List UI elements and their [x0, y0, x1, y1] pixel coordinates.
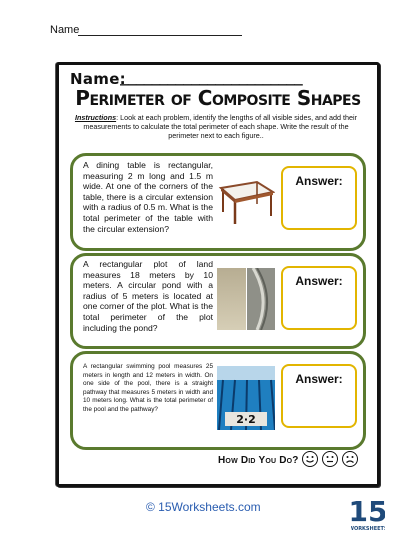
top-name-label: Name: [50, 24, 80, 36]
neutral-face-icon[interactable]: [322, 451, 338, 467]
land-plot-photo: [217, 268, 275, 330]
problem-card-3: [70, 351, 366, 450]
instructions-lead: Instructions: [74, 113, 117, 122]
footer-copyright-link[interactable]: © 15Worksheets.com: [146, 500, 261, 514]
logo-caption: WORKSHEET: [351, 526, 384, 532]
answer-label-1: Answer:: [295, 174, 343, 188]
instructions: [70, 113, 362, 140]
svg-text:2·2: 2·2: [236, 413, 256, 426]
wooden-table-icon: [217, 170, 275, 228]
swimming-pool-lanes-photo: [217, 366, 275, 430]
worksheet-name-label: Name:: [70, 70, 126, 88]
problem-2-text: A rectangular plot of land measures 18 meters by 10 meters. A circular pond with a radius of 5 meters is located at one corner of the plot. What is the total perimeter of the plot including the pond?: [83, 259, 213, 333]
page-title: Perimeter of Composite Shapes: [75, 86, 361, 110]
problem-1-text: A dining table is rectangular, measuring 2 m long and 1.5 m wide. At one of the corners of the table, there is a circular extension with a radius of 0.5 m. What is the total perimeter of the table with the circular extension?: [83, 160, 213, 234]
answer-box-3[interactable]: [281, 364, 357, 428]
worksheet-name-blank[interactable]: _______________________: [120, 70, 303, 86]
answer-label-2: Answer:: [295, 274, 343, 288]
top-name-line[interactable]: [78, 35, 242, 36]
happy-face-icon[interactable]: [302, 451, 318, 467]
rating-label: How Did You Do?: [218, 455, 299, 466]
problem-card-2: [70, 253, 366, 349]
worksheets-logo: [351, 494, 385, 532]
instructions-text: : Look at each problem, identify the lengths of all visible sides, and add their measurements to calculate the total perimeter of each shape. Write the result of the perimeter next to each figure..: [83, 113, 358, 140]
answer-label-3: Answer:: [295, 372, 343, 386]
problem-card-1: [70, 153, 366, 251]
logo-number: 15: [351, 495, 385, 528]
answer-box-2[interactable]: [281, 266, 357, 330]
sad-face-icon[interactable]: [342, 451, 358, 467]
problem-3-text: A rectangular swimming pool measures 25 meters in length and 12 meters in width. On one side of the pool, there is a straight pathway that measures 5 meters in width and 10 meters long. What is the total perimeter of the pool and the pathway?: [83, 363, 213, 413]
answer-box-1[interactable]: [281, 166, 357, 230]
